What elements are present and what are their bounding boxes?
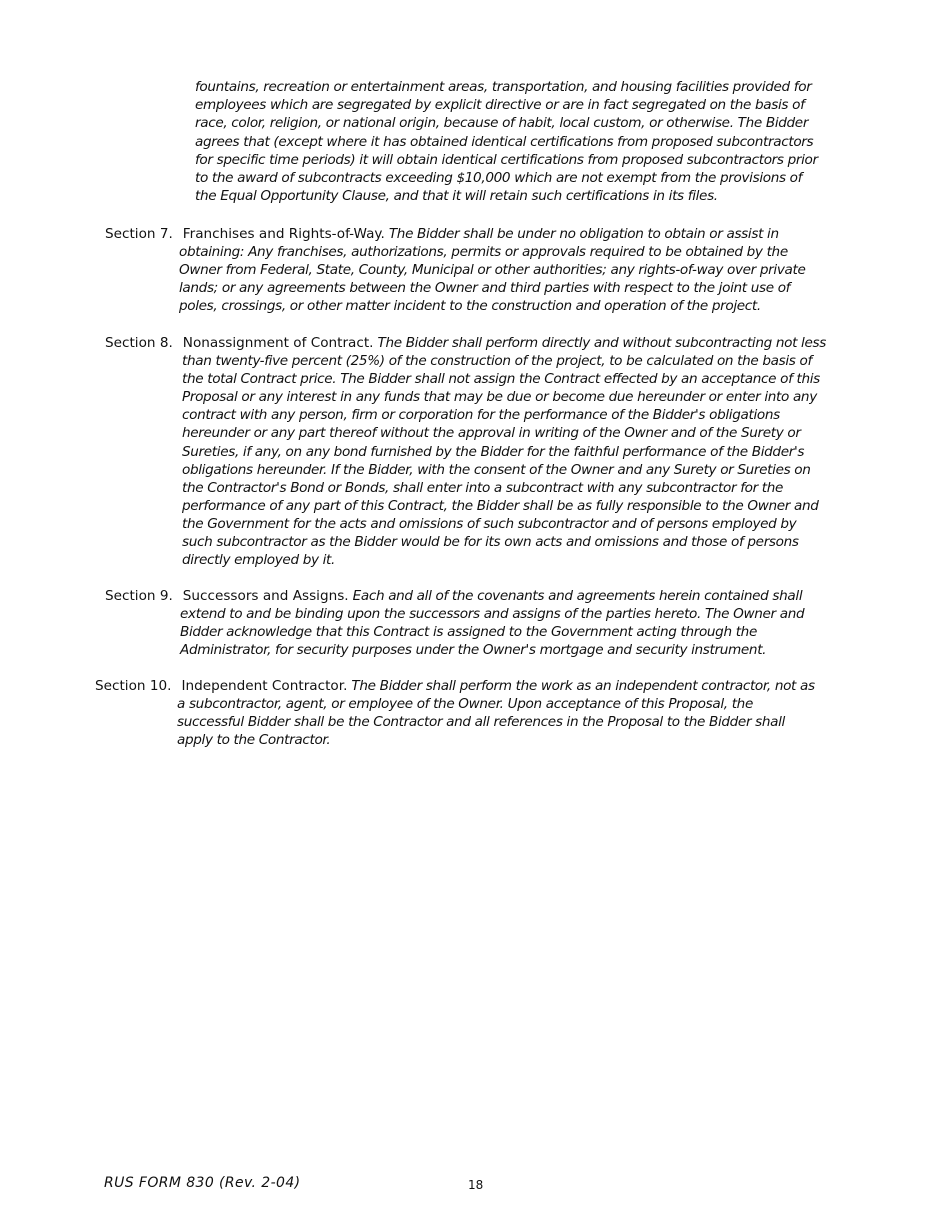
section-7-label: Section 7.: [105, 226, 173, 242]
section-10-label: Section 10.: [95, 678, 172, 694]
section-8-title: Nonassignment of Contract.: [182, 335, 374, 351]
section-8-text: The Bidder shall perform directly and without subcontracting not less than twenty-five percent (25%) of the construction of the project, to be calculated on the basis of the total Contract price. The Bidder shall not assign the Contract effected by an acceptance of this Proposal or any interest in any funds that may be due or become due hereunder or enter into any contract with any person, firm or corporation for the performance of the Bidder's obligations hereunder or any part thereof without the approval in writing of the Owner and of the Surety or Sureties, if any, on any bond furnished by the Bidder for the faithful performance of the Bidder's obligations hereunder. If the Bidder, with the consent of the Owner and any Surety or Sureties on the Contractor's Bond or Bonds, shall enter into a subcontract with any subcontractor for the performance of any part of this Contract, the Bidder shall be as fully responsible to the Owner and the Government for the acts and omissions of such subcontractor and of persons employed by such subcontractor as the Bidder would be for its own acts and omissions and those of persons directly employed by it.: [182, 335, 826, 569]
intro-paragraph: fountains, recreation or entertainment areas, transportation, and housing facilities provided for employees which are segregated by explicit directive or are in fact segregated on the basis of race, color, religion, or national origin, because of habit, local custom, or otherwise. The Bidder agrees that (except where it has obtained identical certifications from proposed subcontractors for specific time periods) it will obtain identical certifications from proposed subcontractors prior to the award of subcontracts exceeding $10,000 which are not exempt from the provisions of the Equal Opportunity Clause, and that it will retain such certifications in its files.: [195, 79, 818, 205]
section-7-text: The Bidder shall be under no obligation to obtain or assist in obtaining: Any franchises, authorizations, permits or approvals required to be obtained by the Owner from Federal, State, County, Municipal or other authorities; any rights-of-way over private lands; or any agreements between the Owner and third parties with respect to the joint use of poles, crossings, or other matter incident to the construction and operation of the project.: [179, 226, 806, 315]
section-9-label: Section 9.: [105, 588, 173, 604]
section-9-title: Successors and Assigns.: [182, 588, 349, 604]
section-10-text: The Bidder shall perform the work as an independent contractor, not as a subcontractor, agent, or employee of the Owner. Upon acceptance of this Proposal, the successful Bidder shall be the Contractor and all references in the Proposal to the Bidder shall apply to the Contractor.: [177, 678, 815, 749]
section-8-label: Section 8.: [105, 335, 173, 351]
section-7-body: [179, 225, 824, 315]
section-7-title: Franchises and Rights-of-Way.: [182, 226, 385, 242]
section-8-body: [182, 334, 827, 569]
footer-page-number: 18: [468, 1178, 484, 1192]
footer-form-id: RUS FORM 830 (Rev. 2-04): [104, 1175, 301, 1191]
section-10-body: [177, 677, 817, 749]
section-9-body: [180, 587, 825, 659]
section-10-title: Independent Contractor.: [181, 678, 348, 694]
section-9-text: Each and all of the covenants and agreements herein contained shall extend to and be binding upon the successors and assigns of the parties hereto. The Owner and Bidder acknowledge that this Contract is assigned to the Government acting through the Administrator, for security purposes under the Owner's mortgage and security instrument.: [180, 588, 805, 659]
